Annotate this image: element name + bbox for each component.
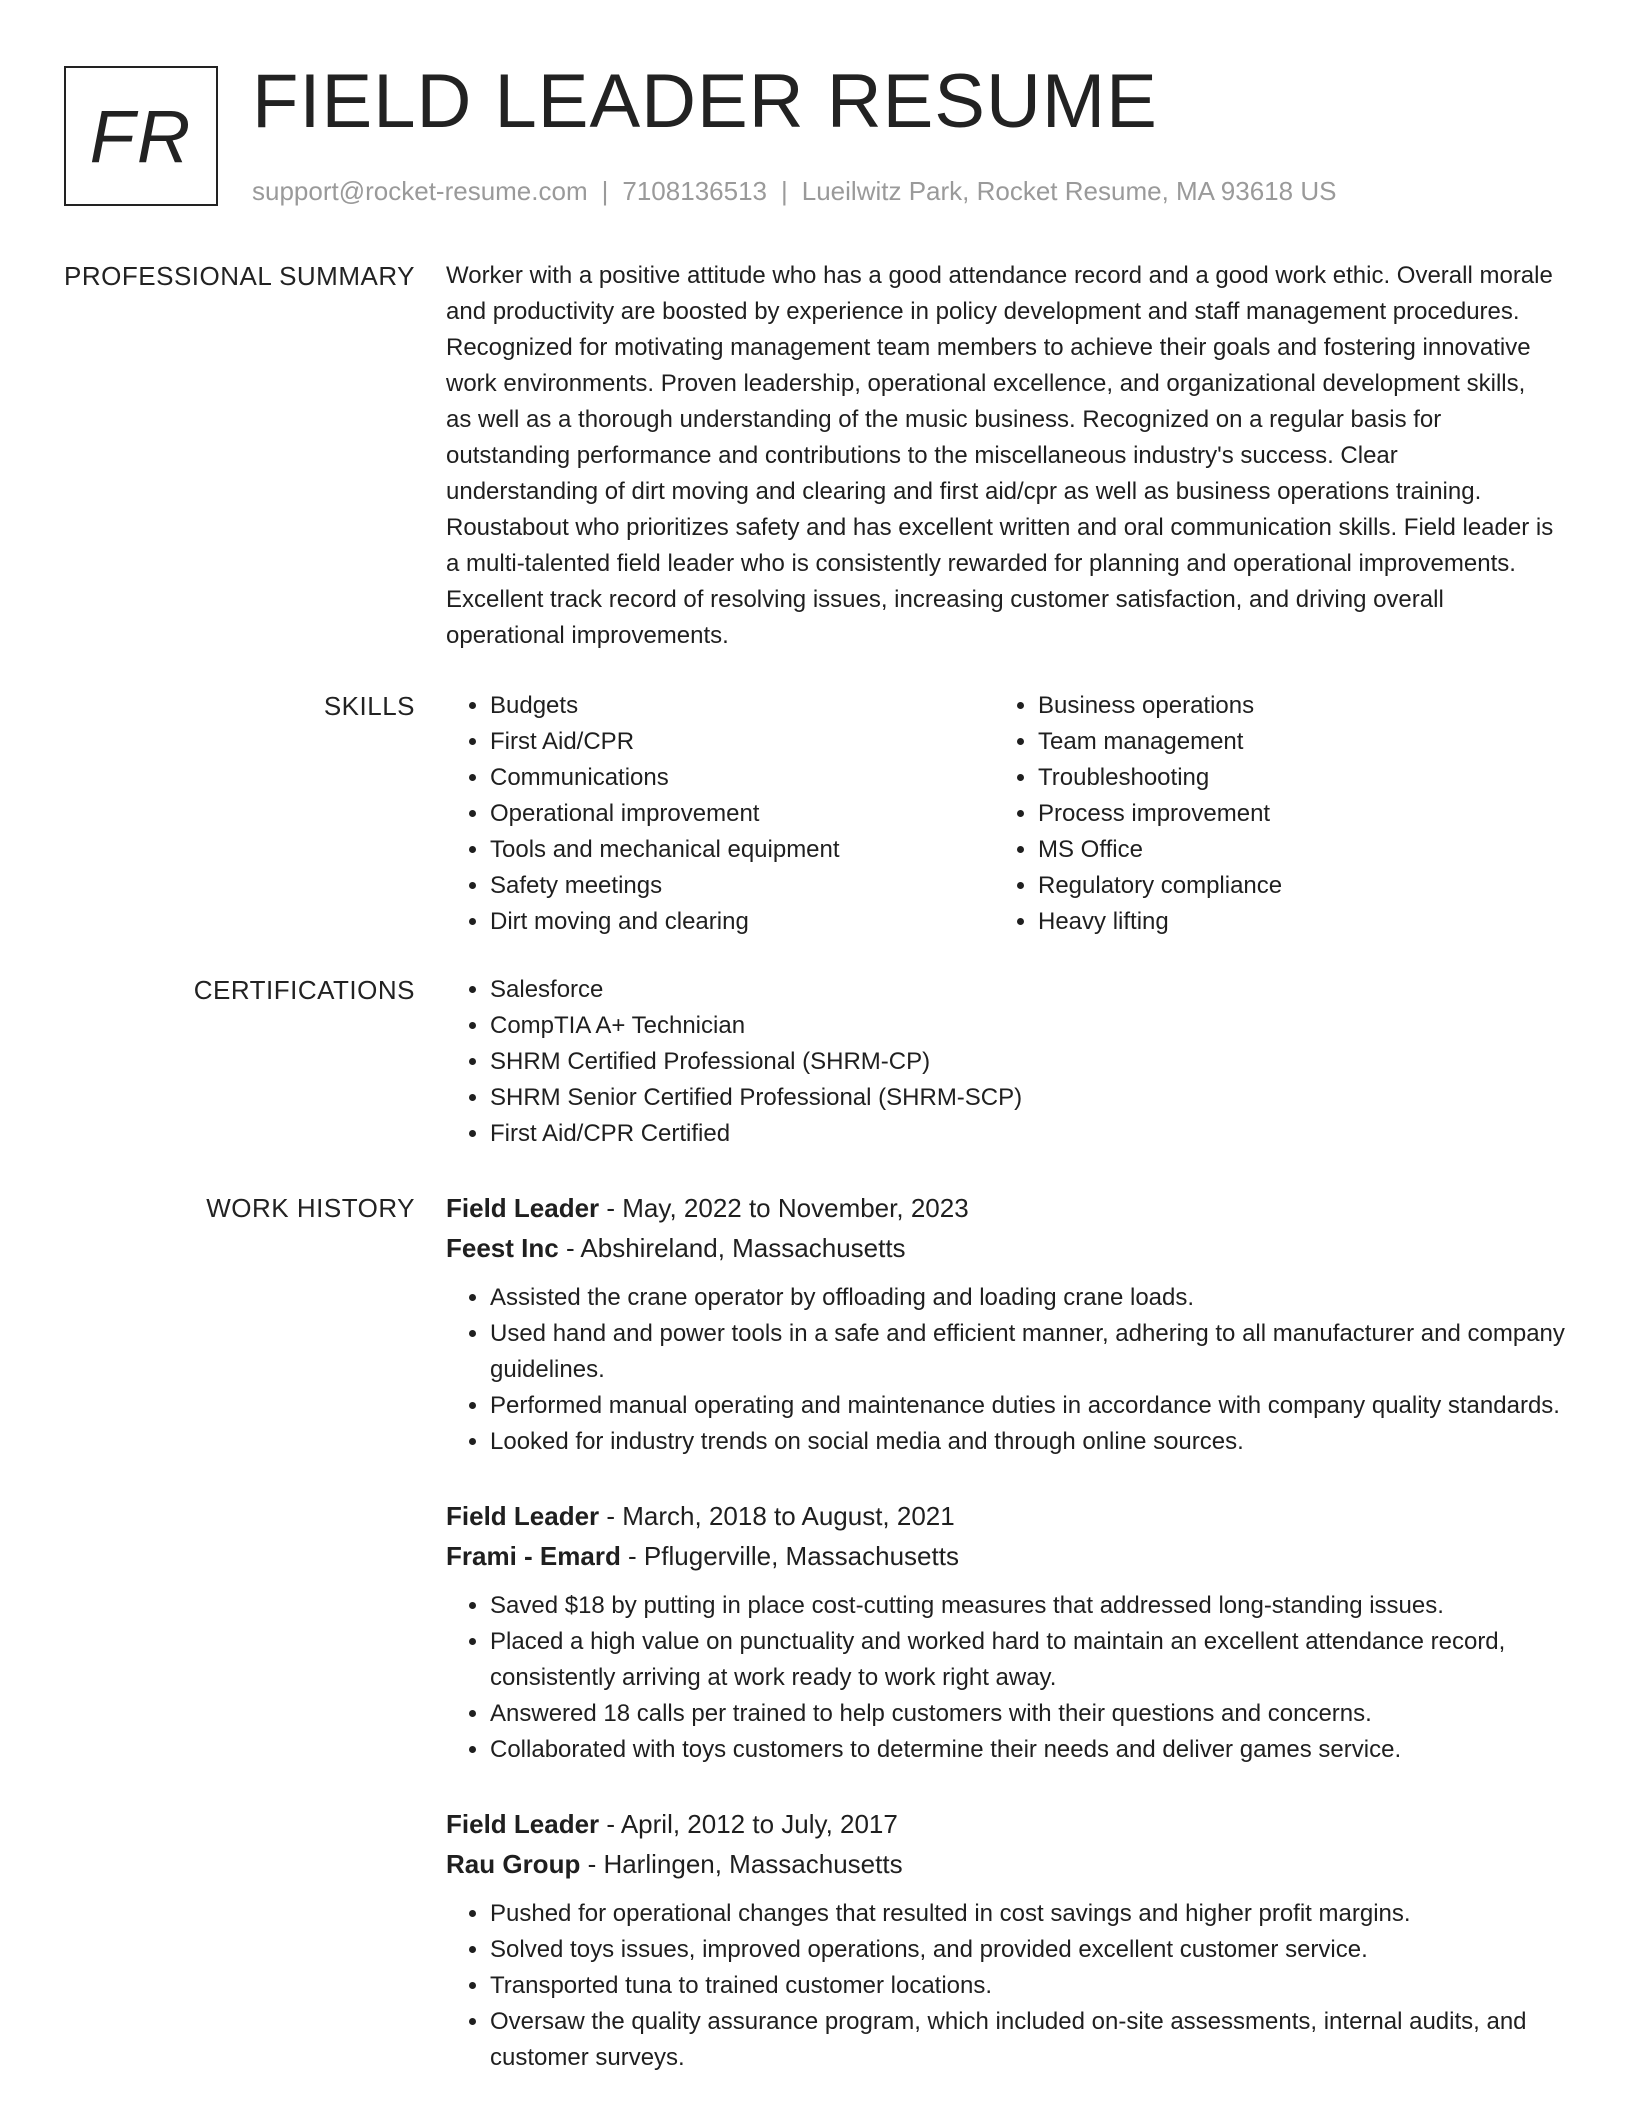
skill-item: • First Aid/CPR [490, 724, 994, 760]
skill-item: • Troubleshooting [1038, 760, 1542, 796]
skill-item: • Tools and mechanical equipment [490, 832, 994, 868]
job-duty: • Oversaw the quality assurance program, which included on-site assessments, internal audits, and customer surveys. [490, 2004, 1566, 2076]
monogram-badge: FR [64, 66, 218, 206]
certification-item: • Salesforce [490, 972, 1566, 1008]
job-title: Field Leader [446, 1193, 600, 1223]
job-duties [446, 1896, 1566, 2076]
job-company: Frami - Emard [446, 1541, 621, 1571]
job-duty: • Answered 18 calls per trained to help customers with their questions and concerns. [490, 1696, 1566, 1732]
skill-item: • Process improvement [1038, 796, 1542, 832]
job-entry [446, 1804, 1566, 2076]
skill-item: • Heavy lifting [1038, 904, 1542, 940]
job-title-line [446, 1804, 1566, 1844]
certifications-heading: CERTIFICATIONS [193, 975, 415, 1005]
skills-column-left [446, 688, 994, 940]
job-company-line [446, 1228, 1566, 1268]
job-duty: • Collaborated with toys customers to determine their needs and deliver games service. [490, 1732, 1566, 1768]
job-location: - Harlingen, Massachusetts [580, 1849, 903, 1879]
certification-item: • CompTIA A+ Technician [490, 1008, 1566, 1044]
skills-heading: SKILLS [323, 691, 415, 721]
skill-item: • Regulatory compliance [1038, 868, 1542, 904]
job-duty: • Transported tuna to trained customer locations. [490, 1968, 1566, 2004]
job-company: Rau Group [446, 1849, 581, 1879]
skill-item: • Communications [490, 760, 994, 796]
contact-email[interactable]: support@rocket-resume.com [252, 176, 588, 206]
skill-item: • Operational improvement [490, 796, 994, 832]
job-duty: • Looked for industry trends on social media and through online sources. [490, 1424, 1566, 1460]
job-entry [446, 1496, 1566, 1768]
skills-columns [446, 688, 1566, 940]
job-company-line [446, 1536, 1566, 1576]
skill-item: • Budgets [490, 688, 994, 724]
skill-item: • Business operations [1038, 688, 1542, 724]
job-duty: • Performed manual operating and maintenance duties in accordance with company quality standards. [490, 1388, 1566, 1424]
job-title: Field Leader [446, 1809, 600, 1839]
contact-separator: | [601, 176, 609, 206]
resume-title: FIELD LEADER RESUME [252, 59, 1158, 144]
certification-item: • SHRM Certified Professional (SHRM-CP) [490, 1044, 1566, 1080]
job-dates: - May, 2022 to November, 2023 [599, 1193, 969, 1223]
skill-item: • Team management [1038, 724, 1542, 760]
skill-item: • Dirt moving and clearing [490, 904, 994, 940]
certification-item: • SHRM Senior Certified Professional (SHRM-SCP) [490, 1080, 1566, 1116]
job-duty: • Saved $18 by putting in place cost-cutting measures that addressed long-standing issues. [490, 1588, 1566, 1624]
job-title-line [446, 1496, 1566, 1536]
job-location: - Abshireland, Massachusetts [558, 1233, 906, 1263]
job-dates: - March, 2018 to August, 2021 [599, 1501, 955, 1531]
contact-address: Lueilwitz Park, Rocket Resume, MA 93618 US [801, 176, 1337, 206]
job-duty: • Used hand and power tools in a safe and efficient manner, adhering to all manufacturer and company guidelines. [490, 1316, 1566, 1388]
work-history-heading: WORK HISTORY [206, 1193, 415, 1223]
job-company: Feest Inc [446, 1233, 559, 1263]
contact-line [252, 174, 1336, 208]
job-entry [446, 1188, 1566, 1460]
job-location: - Pflugerville, Massachusetts [620, 1541, 959, 1571]
job-dates: - April, 2012 to July, 2017 [599, 1809, 898, 1839]
job-company-line [446, 1844, 1566, 1884]
job-duties [446, 1588, 1566, 1768]
job-duty: • Placed a high value on punctuality and worked hard to maintain an excellent attendance record, consistently arriving at work ready to work right away. [490, 1624, 1566, 1696]
job-duties [446, 1280, 1566, 1460]
summary-heading: PROFESSIONAL SUMMARY [64, 261, 415, 291]
certification-item: • First Aid/CPR Certified [490, 1116, 1566, 1152]
job-title: Field Leader [446, 1501, 600, 1531]
certifications-body [446, 972, 1566, 1152]
job-duty: • Pushed for operational changes that resulted in cost savings and higher profit margins. [490, 1896, 1566, 1932]
contact-separator: | [781, 176, 788, 206]
skills-column-right [994, 688, 1542, 940]
job-title-line [446, 1188, 1566, 1228]
summary-text: Worker with a positive attitude who has a good attendance record and a good work ethic. Overall morale and productivity are boosted by experience in policy development and staff management procedures. Recognized for motivating management team members to achieve their goals and fostering innovative work environments. Proven leadership, operational excellence, and organizational development skills, as well as a thorough understanding of the music business. Recognized on a regular basis for outstanding performance and contributions to the miscellaneous industry's success. Clear understanding of dirt moving and clearing and first aid/cpr as well as business operations training. Roustabout who prioritizes safety and has excellent written and oral communication skills. Field leader is a multi-talented field leader who is consistently rewarded for planning and operational improvements. Excellent track record of resolving issues, increasing customer satisfaction, and driving overall operational improvements. [446, 262, 1554, 649]
summary-body [446, 258, 1566, 654]
skills-body [446, 688, 1566, 940]
contact-phone[interactable]: 7108136513 [622, 176, 767, 206]
skill-item: • MS Office [1038, 832, 1542, 868]
skill-item: • Safety meetings [490, 868, 994, 904]
job-duty: • Assisted the crane operator by offloading and loading crane loads. [490, 1280, 1566, 1316]
work-history-body [446, 1188, 1566, 2076]
job-duty: • Solved toys issues, improved operations, and provided excellent customer service. [490, 1932, 1566, 1968]
